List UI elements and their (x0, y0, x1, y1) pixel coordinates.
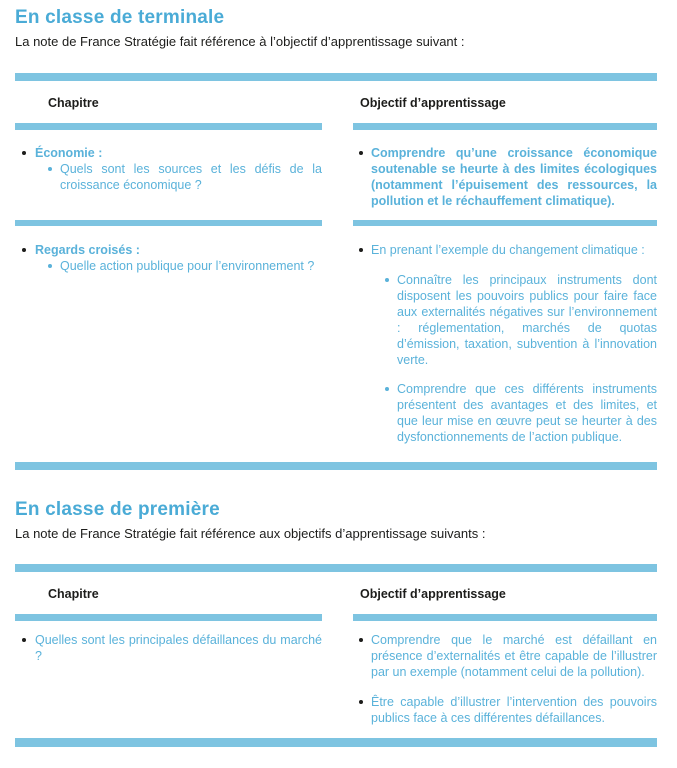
objectif-text: Comprendre qu’une croissance économique soutenable se heurte à des limites écologiques (notamment l’épuisement des ressources, la pollution et le réchauffement climatique). (371, 146, 657, 208)
chapitre-divider-bar (15, 220, 322, 226)
chapitre-cell (15, 632, 322, 726)
table-top-bar (15, 564, 657, 572)
objectif-text: Comprendre que le marché est défaillant en présence d’externalités et être capable de l’illustrer par un exemple (notamment celui de la pollution). (371, 633, 657, 679)
bullet-icon (22, 248, 26, 252)
list-subitem (385, 381, 657, 445)
chapitre-header-bar (15, 614, 322, 621)
objectif-header-bar (353, 123, 657, 130)
table-row (15, 130, 657, 220)
column-header-chapitre: Chapitre (48, 587, 99, 601)
section-terminale (15, 6, 657, 470)
column-header-chapitre: Chapitre (48, 96, 99, 110)
table-top-bar (15, 73, 657, 81)
bullet-icon (359, 248, 363, 252)
chapitre-question: Quelles sont les principales défaillances du marché ? (35, 633, 322, 663)
objectives-table-terminale (15, 73, 657, 470)
chapitre-header-bar (15, 123, 322, 130)
list-item (15, 242, 322, 258)
list-subitem (48, 258, 322, 274)
table-header-row (15, 572, 657, 614)
objectif-subtext: Comprendre que ces différents instruments présentent des avantages et des limites, et que leur mise en œuvre peut se heurter à des dysfonctionnements de l’action publique. (397, 382, 657, 444)
objectif-text: Être capable d’illustrer l’intervention des pouvoirs publics face à ces différentes défaillances. (371, 695, 657, 725)
document-page (0, 6, 677, 747)
objectif-header-bar (353, 614, 657, 621)
section-intro: La note de France Stratégie fait référence aux objectifs d’apprentissage suivants : (15, 526, 486, 541)
chapitre-question: Quels sont les sources et les défis de la croissance économique ? (60, 162, 322, 192)
list-subitem (385, 272, 657, 368)
table-row (15, 226, 657, 462)
list-item (15, 145, 322, 161)
objectives-table-premiere (15, 564, 657, 747)
bullet-icon (385, 387, 389, 391)
list-item (353, 632, 657, 680)
bullet-icon (48, 264, 52, 268)
table-bottom-bar (15, 738, 657, 747)
section-heading: En classe de terminale (15, 7, 225, 28)
chapitre-question: Quelle action publique pour l’environnement ? (60, 259, 315, 273)
bullet-icon (48, 167, 52, 171)
column-header-objectif: Objectif d’apprentissage (360, 587, 506, 601)
chapitre-title: Regards croisés : (35, 243, 140, 257)
bullet-icon (359, 151, 363, 155)
chapitre-cell (15, 145, 322, 209)
column-header-underlines (15, 123, 657, 130)
bullet-icon (359, 700, 363, 704)
objectif-cell (353, 242, 657, 445)
objectif-divider-bar (353, 220, 657, 226)
objectif-cell (353, 632, 657, 726)
list-item (15, 632, 322, 664)
list-item (353, 145, 657, 209)
column-header-objectif: Objectif d’apprentissage (360, 96, 506, 110)
bullet-icon (385, 278, 389, 282)
objectif-text: En prenant l’exemple du changement climatique : (371, 243, 645, 257)
table-row (15, 621, 657, 738)
section-premiere (15, 498, 657, 747)
objectif-subtext: Connaître les principaux instruments dont disposent les pouvoirs publics pour faire face aux externalités négatives sur l’environnement : réglementation, marchés de quotas d’émission, taxation, subvention à l’innovation verte. (397, 273, 657, 367)
chapitre-cell (15, 242, 322, 445)
list-item (353, 242, 657, 258)
bullet-icon (359, 638, 363, 642)
bullet-icon (22, 151, 26, 155)
objectif-cell (353, 145, 657, 209)
chapitre-title: Économie : (35, 146, 103, 160)
section-intro: La note de France Stratégie fait référence à l’objectif d’apprentissage suivant : (15, 34, 465, 49)
list-item (353, 694, 657, 726)
table-header-row (15, 81, 657, 123)
column-header-underlines (15, 614, 657, 621)
bullet-icon (22, 638, 26, 642)
table-bottom-bar (15, 462, 657, 470)
section-heading: En classe de première (15, 499, 220, 520)
list-subitem (48, 161, 322, 193)
